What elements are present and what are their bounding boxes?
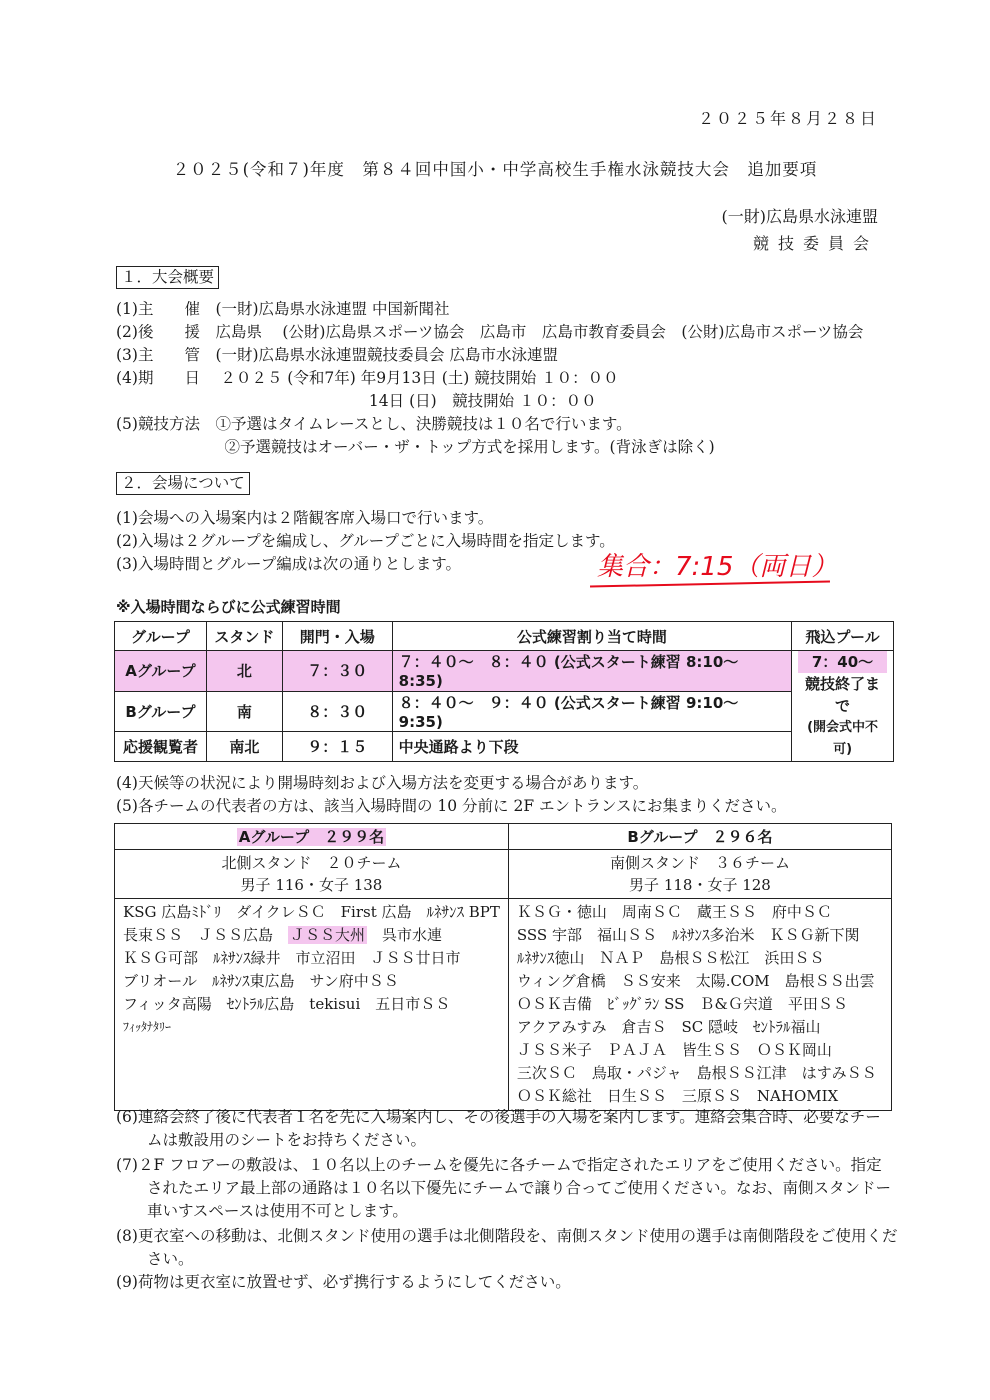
bottom-note: (6)連絡会終了後に代表者１名を先に入場案内し、その後選手の入場を案内します。連絡会集合時、必要なチー (116, 1108, 881, 1126)
bottom-note: されたエリア最上部の通路は１０名以下優先にチームで譲り合ってご使用ください。なお、南側スタンドー (116, 1179, 892, 1197)
group-b-title: Bグループ ２９６名 (508, 824, 891, 850)
highlighted-team: ＪＳＳ大州 (290, 926, 366, 944)
header-entry: 開門・入場 (282, 622, 392, 651)
bottom-note: ムは敷設用のシートをお持ちください。 (116, 1131, 427, 1149)
group-b-stand-cell (508, 850, 891, 899)
team-row: ﾌｨｯﾀﾅﾀﾘｰ (123, 1020, 172, 1034)
bottom-note: 車いすスペースは使用不可とします。 (116, 1202, 408, 1220)
section1-line: (5)競技方法 ①予選はタイムレースとし、決勝競技は１０名で行います。 (116, 415, 632, 433)
row-b-stand: 南 (206, 691, 282, 732)
schedule-row-a (115, 651, 894, 692)
row-a-time: ７：３０ (282, 651, 392, 692)
group-a-stand-cell (115, 850, 509, 899)
header-stand: スタンド (206, 622, 282, 651)
mid-note: (4)天候等の状況により開場時刻および入場方法を変更する場合があります。 (116, 774, 649, 792)
schedule-header-row (115, 622, 894, 651)
row-c-practice: 中央通路より下段 (392, 732, 791, 762)
group-a-title-cell (115, 824, 509, 850)
group-b-stand: 南側スタンド ３６チーム (609, 854, 790, 872)
row-b-group: Bグループ (115, 691, 207, 732)
header-practice: 公式練習割り当て時間 (392, 622, 791, 651)
team-row: 三次ＳＣ 鳥取・パジャ 島根ＳＳ江津 はすみＳＳ (516, 1064, 877, 1082)
diving-start: 7：40～ (798, 651, 887, 673)
bottom-note: (9)荷物は更衣室に放置せず、必ず携行するようにしてください。 (116, 1273, 571, 1291)
team-row: ＪＳＳ米子 ＰＡＪＡ 皆生ＳＳ ＯＳＫ岡山 (516, 1041, 832, 1059)
row-b-time: ８：３０ (282, 691, 392, 732)
team-row-part: 長束ＳＳ ＪＳＳ広島 (123, 926, 289, 944)
schedule-caption: ※入場時間ならびに公式練習時間 (116, 598, 341, 616)
section2-heading: ２．会場について (116, 472, 250, 495)
group-a-team-list (115, 899, 509, 1111)
document-title: ２０２５(令和７)年度 第８４回中国小・中学高校生手権水泳競技大会 追加要項 (172, 160, 818, 179)
row-c-stand: 南北 (206, 732, 282, 762)
organizer-name: (一財)広島県水泳連盟 (721, 207, 878, 226)
row-a-practice: ７：４０～ ８：４０ (公式スタート練習 8:10～ 8:35) (392, 651, 791, 692)
section1-line: 14日 (日) 競技開始 １０：００ (116, 392, 597, 410)
team-row: SSS 宇部 福山ＳＳ ﾙﾈｻﾝｽ多治米 ＫＳＧ新下関 (516, 926, 860, 944)
row-c-group: 応援観覧者 (115, 732, 207, 762)
team-row: ウィング倉橋 ＳＳ安来 太陽.COM 島根ＳＳ出雲 (516, 972, 875, 990)
section2-line: (2)入場は２グループを編成し、グループごとに入場時間を指定します。 (116, 532, 615, 550)
team-row: ＫＳＧ・徳山 周南ＳＣ 蔵王ＳＳ 府中ＳＣ (516, 903, 832, 921)
section1-line: (4)期 日 ２０２５ (令和7年) 年9月13日 (土) 競技開始 １０：００ (116, 369, 619, 387)
team-row: ＯＳＫ総社 日生ＳＳ 三原ＳＳ NAHOMIX (516, 1087, 839, 1105)
section1-line: (2)後 援 広島県 (公財)広島県スポーツ協会 広島市 広島市教育委員会 (公財)広島市スポーツ協会 (116, 323, 864, 341)
section1-line: (3)主 管 (一財)広島県水泳連盟競技委員会 広島市水泳連盟 (116, 346, 558, 364)
team-row (123, 924, 500, 947)
section2-line: (3)入場時間とグループ編成は次の通りとします。 (116, 555, 461, 573)
organizer-committee: 競技委員会 (752, 234, 878, 253)
section1-line: (1)主 催 (一財)広島県水泳連盟 中国新聞社 (116, 300, 450, 318)
diving-until: 競技終了まで (805, 675, 881, 715)
group-a-count: 男子 116・女子 138 (240, 876, 383, 894)
team-row: KSG 広島ﾐﾄﾞﾘ ダイクレＳＣ First 広島 ﾙﾈｻﾝｽ BPT (123, 903, 500, 921)
schedule-row-b (115, 691, 894, 732)
team-row: ﾙﾈｻﾝｽ徳山 ＮＡＰ 島根ＳＳ松江 浜田ＳＳ (516, 949, 825, 967)
section1-line: ②予選競技はオーバー・ザ・トップ方式を採用します。(背泳ぎは除く) (116, 438, 715, 456)
team-row: ブリオール ﾙﾈｻﾝｽ東広島 サン府中ＳＳ (123, 972, 399, 990)
mid-note: (5)各チームの代表者の方は、該当入場時間の 10 分前に 2F エントランスにお集まりください。 (116, 797, 787, 815)
document-date: ２０２５年８月２８日 (697, 109, 878, 128)
diving-note: (開会式中不可) (807, 720, 879, 757)
team-row: アクアみすみ 倉吉Ｓ SC 隠岐 ｾﾝﾄﾗﾙ福山 (516, 1018, 821, 1036)
team-row: ＯＳＫ吉備 ﾋﾞｯｸﾞﾗﾝ SS Ｂ&Ｇ宍道 平田ＳＳ (516, 995, 848, 1013)
bottom-note: さい。 (116, 1250, 194, 1268)
row-a-stand: 北 (206, 651, 282, 692)
handwritten-assembly-note: 集合：7:15（両日） (597, 552, 838, 582)
bottom-note: (7)２F フロアーの敷設は、１０名以上のチームを優先に各チームで指定されたエリアをご使用ください。指定 (116, 1156, 882, 1174)
group-b-team-list (508, 899, 891, 1111)
team-row: ＫＳＧ可部 ﾙﾈｻﾝｽ緑井 市立沼田 ＪＳＳ廿日市 (123, 949, 461, 967)
row-c-time: ９：１５ (282, 732, 392, 762)
team-row: フィッタ高陽 ｾﾝﾄﾗﾙ広島 tekisui 五日市ＳＳ (123, 995, 451, 1013)
header-diving: 飛込プール (792, 622, 894, 651)
team-row-part: 呉市水連 (367, 926, 443, 944)
bottom-note: (8)更衣室への移動は、北側スタンド使用の選手は北側階段を、南側スタンド使用の選手は南側階段をご使用くだ (116, 1227, 898, 1245)
section1-heading: １．大会概要 (116, 266, 219, 289)
section2-line: (1)会場への入場案内は２階観客席入場口で行います。 (116, 509, 494, 527)
group-a-stand: 北側スタンド ２０チーム (221, 854, 402, 872)
group-teams-table (114, 823, 892, 1111)
schedule-table (114, 621, 894, 762)
group-a-title: Aグループ ２９９名 (238, 828, 385, 846)
group-b-count: 男子 118・女子 128 (629, 876, 771, 894)
schedule-row-spectators (115, 732, 894, 762)
header-group: グループ (115, 622, 207, 651)
row-b-practice: ８：４０～ ９：４０ (公式スタート練習 9:10～ 9:35) (392, 691, 791, 732)
diving-pool-cell (792, 651, 894, 762)
row-a-group: Aグループ (115, 651, 207, 692)
